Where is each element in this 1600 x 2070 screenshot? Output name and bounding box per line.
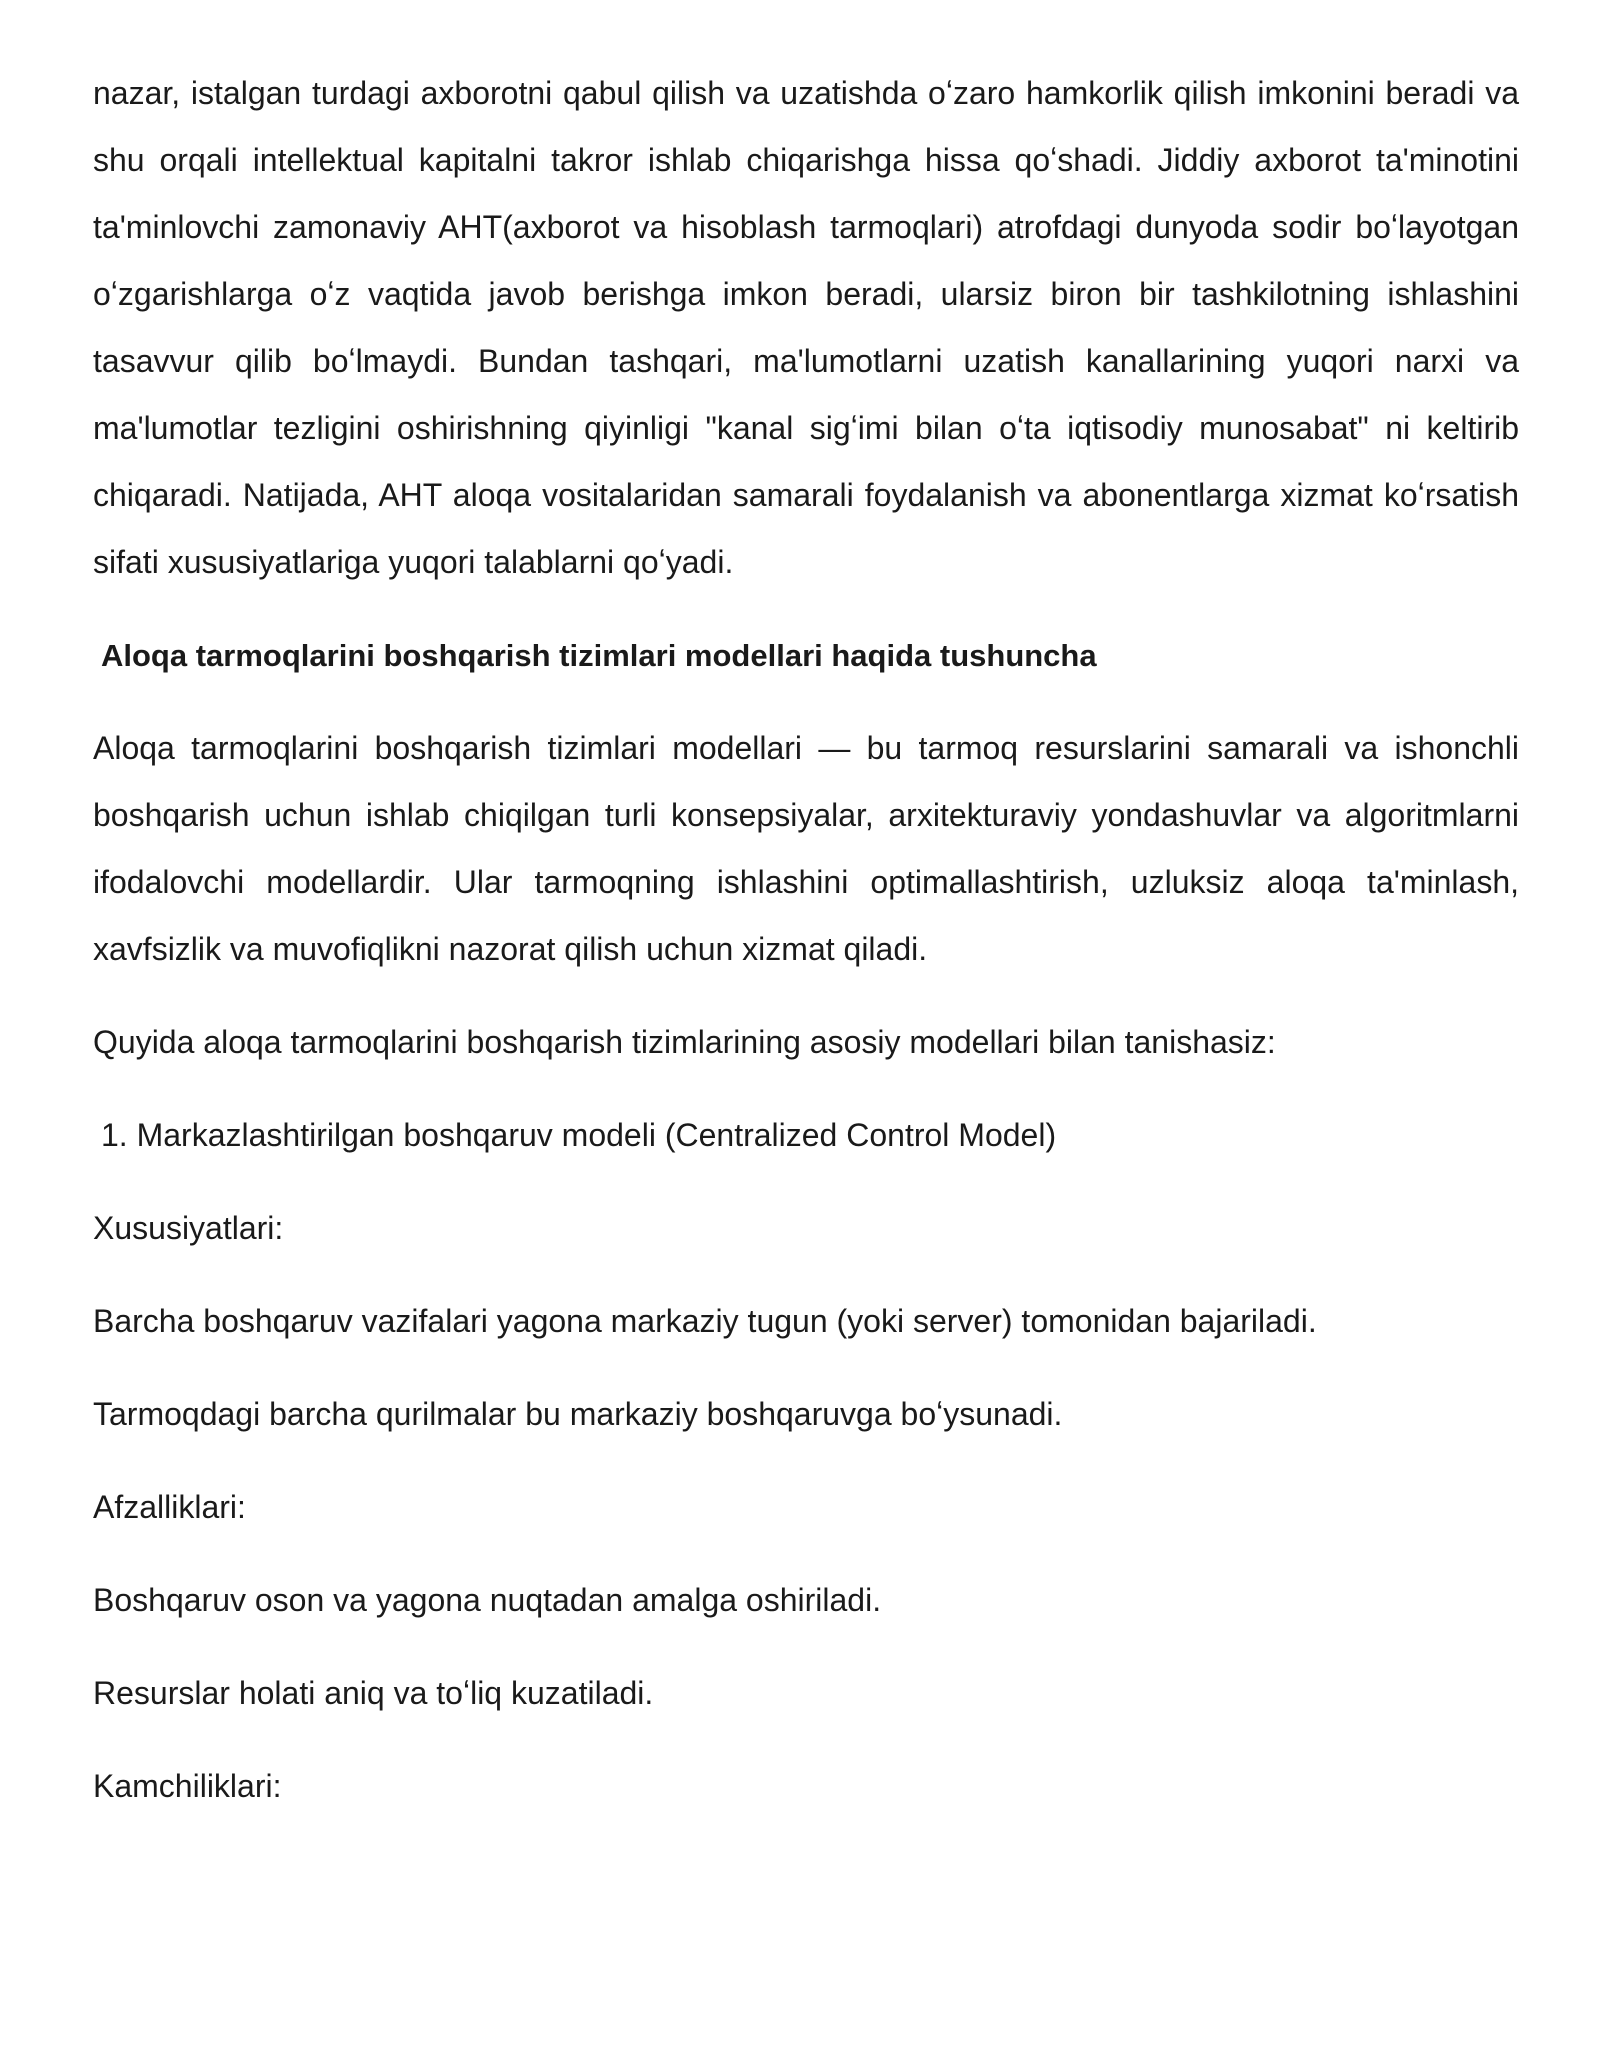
disadvantages-label: Kamchiliklari:: [93, 1768, 282, 1804]
advantages-label: Afzalliklari:: [93, 1489, 246, 1525]
advantage-item: Resurslar holati aniq va toʻliq kuzatiladi.: [93, 1675, 654, 1711]
document-page: [93, 60, 1519, 1846]
body-paragraph: nazar, istalgan turdagi axborotni qabul qilish va uzatishda oʻzaro hamkorlik qilish imkonini beradi va shu orqali intellektual kapitalni takror ishlab chiqarishga hissa qoʻshadi. Jiddiy axborot ta'minotini ta'minlovchi zamonaviy AHT(axborot va hisoblash tarmoqlari) atrofdagi dunyoda sodir boʻlayotgan oʻzgarishlarga oʻz vaqtida javob berishga imkon beradi, ularsiz biron bir tashkilotning ishlashini tasavvur qilib boʻlmaydi. Bundan tashqari, ma'lumotlarni uzatish kanallarining yuqori narxi va ma'lumotlar tezligini oshirishning qiyinligi "kanal sigʻimi bilan oʻta iqtisodiy munosabat" ni keltirib chiqaradi. Natijada, AHT aloqa vositalaridan samarali foydalanish va abonentlarga xizmat koʻrsatish sifati xususiyatlariga yuqori talablarni qoʻyadi.: [93, 75, 1519, 580]
numbered-section-title: 1. Markazlashtirilgan boshqaruv modeli (Centralized Control Model): [101, 1117, 1057, 1153]
body-paragraph: Aloqa tarmoqlarini boshqarish tizimlari modellari — bu tarmoq resurslarini samarali va ishonchli boshqarish uchun ishlab chiqilgan turli konsepsiyalar, arxitekturaviy yondashuvlar va algoritmlarni ifodalovchi modellardir. Ular tarmoqning ishlashini optimallashtirish, uzluksiz aloqa ta'minlash, xavfsizlik va muvofiqlikni nazorat qilish uchun xizmat qiladi.: [93, 730, 1519, 967]
section-heading: Aloqa tarmoqlarini boshqarish tizimlari modellari haqida tushuncha: [101, 638, 1097, 673]
intro-line: Quyida aloqa tarmoqlarini boshqarish tizimlarining asosiy modellari bilan tanishasiz:: [93, 1024, 1276, 1060]
feature-item: Tarmoqdagi barcha qurilmalar bu markaziy boshqaruvga boʻysunadi.: [93, 1396, 1063, 1432]
features-label: Xususiyatlari:: [93, 1210, 284, 1246]
advantage-item: Boshqaruv oson va yagona nuqtadan amalga oshiriladi.: [93, 1582, 882, 1618]
feature-item: Barcha boshqaruv vazifalari yagona markaziy tugun (yoki server) tomonidan bajariladi.: [93, 1303, 1317, 1339]
